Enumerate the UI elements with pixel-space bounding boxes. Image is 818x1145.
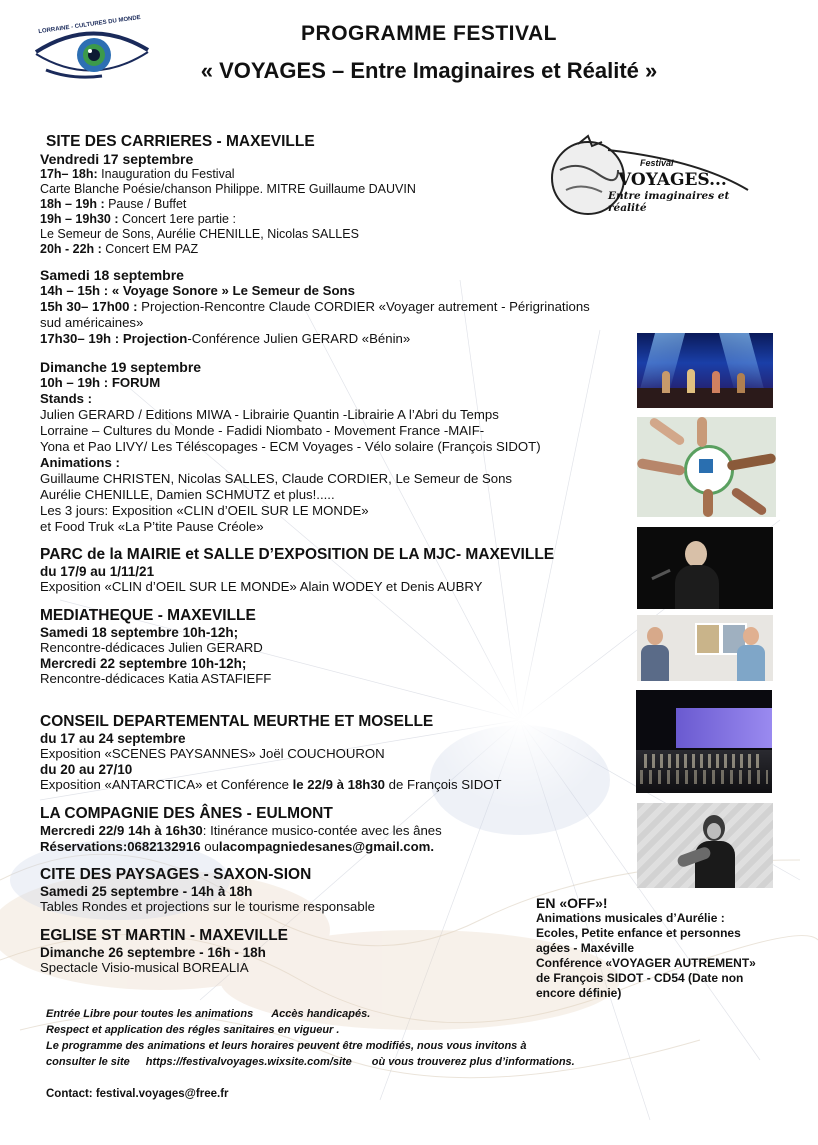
website-link[interactable]: https://festivalvoyages.wixsite.com/site bbox=[145, 1056, 352, 1068]
footer-line: Respect et application des régles sanitaires en vigueur . bbox=[46, 1024, 340, 1036]
day-heading: Dimanche 19 septembre bbox=[40, 359, 202, 375]
section-anes bbox=[40, 805, 442, 855]
section-title: MEDIATHEQUE - MAXEVILLE bbox=[40, 607, 256, 624]
schedule-line: 10h – 19h : FORUM bbox=[40, 375, 161, 390]
schedule-line: Rencontre-dédicaces Julien GERARD bbox=[40, 640, 263, 655]
day-heading: Samedi 18 septembre bbox=[40, 267, 184, 283]
footer-line: consulter le site https://festivalvoyages.wixsite.com/site où vous trouverez plus d’informations. bbox=[46, 1056, 575, 1068]
schedule-line: Tables Rondes et projections sur le tourisme responsable bbox=[40, 899, 375, 914]
date-heading: du 17/9 au 1/11/21 bbox=[40, 564, 155, 579]
page-title: PROGRAMME FESTIVAL bbox=[301, 22, 557, 45]
day-heading: Vendredi 17 septembre bbox=[40, 151, 194, 167]
footer-line: Le programme des animations et leurs horaires peuvent être modifiés, nous vous invitons à bbox=[46, 1040, 527, 1052]
schedule-line: et Food Truk «La P’tite Pause Créole» bbox=[40, 519, 264, 534]
schedule-line: Exposition «SCENES PAYSANNES» Joël COUCHOURON bbox=[40, 746, 385, 761]
off-line: Animations musicales d’Aurélie : bbox=[536, 911, 725, 925]
speaker-photo bbox=[637, 527, 773, 609]
schedule-line: Aurélie CHENILLE, Damien SCHMUTZ et plus!..... bbox=[40, 487, 335, 502]
reservation-line: Réservations:0682132916 oulacompagniedesanes@gmail.com. bbox=[40, 839, 435, 854]
contact-email[interactable]: Contact: festival.voyages@free.fr bbox=[46, 1088, 229, 1100]
schedule-line: Rencontre-dédicaces Katia ASTAFIEFF bbox=[40, 671, 272, 686]
subheading-stands: Stands : bbox=[40, 391, 93, 406]
schedule-line: Carte Blanche Poésie/chanson Philippe. MITRE Guillaume DAUVIN bbox=[40, 182, 416, 196]
date-heading: Samedi 25 septembre - 14h à 18h bbox=[40, 884, 253, 899]
off-line: agées - Maxéville bbox=[536, 941, 635, 955]
footer-line: Entrée Libre pour toutes les animations Accès handicapés. bbox=[46, 1008, 371, 1020]
section-mediatheque bbox=[40, 607, 271, 687]
section-title: CITE DES PAYSAGES - SAXON-SION bbox=[40, 866, 312, 883]
off-line: encore définie) bbox=[536, 986, 622, 1000]
schedule-line: Julien GERARD / Editions MIWA - Librairie Quantin -Librairie A l’Abri du Temps bbox=[40, 407, 499, 422]
section-eglise bbox=[40, 927, 288, 976]
off-line: Conférence «VOYAGER AUTREMENT» bbox=[536, 956, 756, 970]
footer-notes bbox=[46, 1006, 575, 1070]
schedule-line: 14h – 15h : « Voyage Sonore » Le Semeur de Sons bbox=[40, 283, 355, 298]
section-conseil bbox=[40, 713, 502, 793]
festival-logo-tagline: Entre imaginaires et réalité bbox=[608, 190, 730, 214]
date-heading: Dimanche 26 septembre - 16h - 18h bbox=[40, 945, 266, 960]
section-title: LA COMPAGNIE DES ÂNES - EULMONT bbox=[40, 805, 333, 822]
festival-logo-label: Festival bbox=[640, 158, 674, 168]
schedule-line: Lorraine – Cultures du Monde - Fadidi Niombato - Movement France -MAIF- bbox=[40, 423, 485, 438]
violinist-photo bbox=[637, 803, 773, 888]
orchestra-photo bbox=[636, 690, 772, 793]
schedule-line: 17h– 18h: Inauguration du Festival bbox=[40, 167, 235, 181]
schedule-line: Les 3 jours: Exposition «CLIN d’OEIL SUR LE MONDE» bbox=[40, 503, 369, 518]
email-link[interactable]: lacompagniedesanes@gmail.com. bbox=[218, 839, 435, 854]
section-title: SITE DES CARRIERES - MAXEVILLE bbox=[46, 133, 315, 150]
date-heading: du 17 au 24 septembre bbox=[40, 731, 186, 746]
subheading-animations: Animations : bbox=[40, 455, 120, 470]
off-line: de François SIDOT - CD54 (Date non bbox=[536, 971, 744, 985]
schedule-line: Spectacle Visio-musical BOREALIA bbox=[40, 960, 249, 975]
schedule-line: 17h30– 19h : Projection-Conférence Julien GERARD «Bénin» bbox=[40, 331, 411, 346]
section-parc bbox=[40, 546, 554, 595]
schedule-line: Le Semeur de Sons, Aurélie CHENILLE, Nicolas SALLES bbox=[40, 227, 359, 241]
date-heading: Samedi 18 septembre 10h-12h; bbox=[40, 625, 239, 640]
schedule-line: Exposition «ANTARCTICA» et Conférence le 22/9 à 18h30 de François SIDOT bbox=[40, 777, 502, 792]
page-subtitle: « VOYAGES – Entre Imaginaires et Réalité » bbox=[200, 58, 658, 83]
schedule-line: 19h – 19h30 : Concert 1ere partie : bbox=[40, 212, 236, 226]
schedule-line: Exposition «CLIN d’OEIL SUR LE MONDE» Alain WODEY et Denis AUBRY bbox=[40, 579, 483, 594]
organization-logo-text: LORRAINE - CULTURES DU MONDE bbox=[38, 14, 142, 36]
exhibition-photo bbox=[637, 615, 773, 681]
schedule-line: Mercredi 22/9 14h à 16h30: Itinérance musico-contée avec les ânes bbox=[40, 823, 442, 838]
hands-circle-photo bbox=[637, 417, 776, 517]
date-heading: Mercredi 22 septembre 10h-12h; bbox=[40, 656, 247, 671]
schedule-line: sud américaines» bbox=[40, 315, 144, 330]
section-paysages bbox=[40, 866, 375, 915]
schedule-line: Guillaume CHRISTEN, Nicolas SALLES, Claude CORDIER, Le Semeur de Sons bbox=[40, 471, 513, 486]
schedule-line: 15h 30– 17h00 : Projection-Rencontre Claude CORDIER «Voyager autrement - Périgrinations bbox=[40, 299, 590, 314]
section-title: EN «OFF»! bbox=[536, 895, 608, 911]
section-title: EGLISE ST MARTIN - MAXEVILLE bbox=[40, 927, 289, 944]
concert-stage-photo bbox=[637, 333, 773, 408]
date-heading: du 20 au 27/10 bbox=[40, 762, 133, 777]
schedule-line: 18h – 19h : Pause / Buffet bbox=[40, 197, 187, 211]
section-off bbox=[536, 895, 756, 1001]
schedule-line: 20h - 22h : Concert EM PAZ bbox=[40, 242, 199, 256]
section-title: CONSEIL DEPARTEMENTAL MEURTHE ET MOSELLE bbox=[40, 713, 434, 730]
off-line: Ecoles, Petite enfance et personnes bbox=[536, 926, 741, 940]
schedule-line: Yona et Pao LIVY/ Les Téléscopages - ECM Voyages - Vélo solaire (François SIDOT) bbox=[40, 439, 541, 454]
festival-logo-name: VOYAGES... bbox=[618, 170, 727, 190]
section-title: PARC de la MAIRIE et SALLE D’EXPOSITION DE LA MJC- MAXEVILLE bbox=[40, 546, 555, 563]
section-carrieres bbox=[40, 133, 590, 535]
